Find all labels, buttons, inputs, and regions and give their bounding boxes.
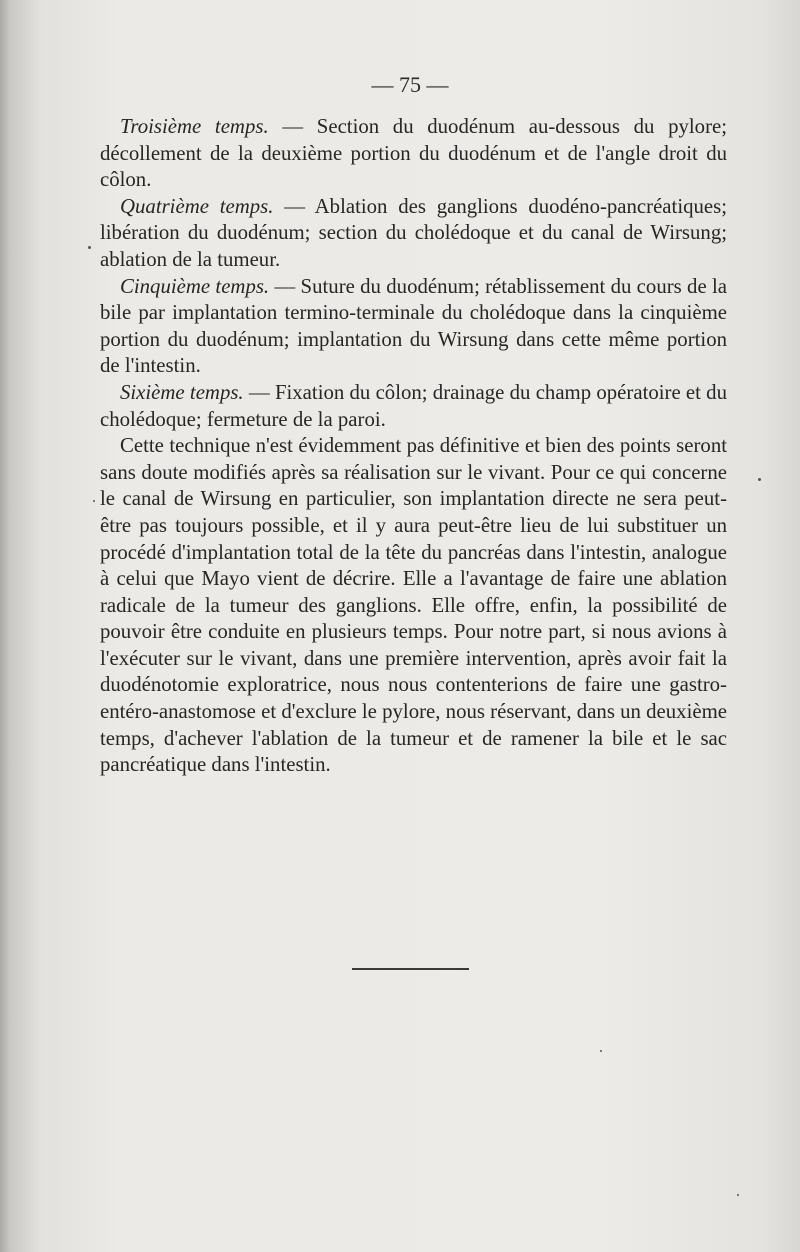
paragraph-lead: Sixième temps. [120, 380, 244, 404]
paper-speck [758, 478, 761, 481]
paragraph-lead: Quatrième temps. [120, 194, 274, 218]
paragraph-technique [100, 433, 727, 779]
paper-speck [737, 1194, 739, 1196]
paragraph-text: — Fixation du côlon; drainage du champ opératoire et du cholédoque; fermeture de la paroi. [100, 380, 727, 431]
paragraph-text: — Suture du duodénum; rétablissement du cours de la bile par implantation termino-terminale du cholédoque dans la cinquième portion du duodénum; implantation du Wirsung dans cette même portion de l'intestin. [100, 274, 727, 378]
paper-speck [88, 246, 91, 249]
paragraph-cinquieme-temps [100, 274, 727, 380]
paragraph-lead: Cinquième temps. [120, 274, 270, 298]
paragraph-sixieme-temps [100, 380, 727, 433]
paragraph-troisieme-temps [100, 114, 727, 194]
paper-speck [93, 500, 95, 502]
section-divider [352, 968, 469, 970]
paper-speck [600, 1050, 602, 1052]
paragraph-text: Cette technique n'est évidemment pas définitive et bien des points seront sans doute modifiés après sa réalisation sur le vivant. Pour ce qui concerne le canal de Wirsung en particulier, son implantation directe ne sera peut-être pas toujours possible, et il y aura peut-être lieu de lui substituer un procédé d'implantation total de la tête du pancréas dans l'intestin, analogue à celui que Mayo vient de décrire. Elle a l'avantage de faire une ablation radicale de la tumeur des ganglions. Elle offre, enfin, la possibilité de pouvoir être conduite en plusieurs temps. Pour notre part, si nous avions à l'exécuter sur le vivant, dans une première intervention, après avoir fait la duodénotomie exploratrice, nous nous contenterions de faire une gastro-entéro-anastomose et d'exclure le pylore, nous réservant, dans un deuxième temps, d'achever l'ablation de la tumeur et de ramener la bile et le sac pancréatique dans l'intestin. [100, 434, 727, 777]
page-number: — 75 — [371, 72, 449, 97]
body-text [100, 114, 727, 779]
paragraph-text: — Section du duodénum au-dessous du pylore; décollement de la deuxième portion du duodénum et de l'angle droit du côlon. [100, 115, 728, 192]
paragraph-quatrieme-temps [100, 194, 727, 274]
paragraph-lead: Troisième temps. [120, 115, 269, 138]
paragraph-text: — Ablation des ganglions duodéno-pancréatiques; libération du duodénum; section du cholédoque et du canal de Wirsung; ablation de la tumeur. [100, 194, 727, 271]
